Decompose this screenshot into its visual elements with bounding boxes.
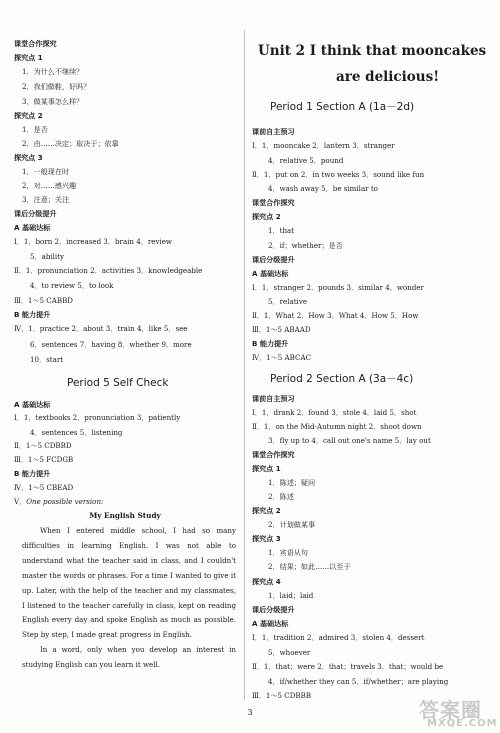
answer-line: 3．fly up to 4．call out one's name 5．lay out	[268, 436, 431, 445]
section-heading: 课前自主预习	[252, 127, 295, 136]
answer-line: 4．relative 5．pound	[268, 156, 344, 165]
answer-line: Ⅲ．1～5 CABBD	[14, 296, 73, 305]
answer-line: Ⅳ．1～5 CBEAD	[14, 483, 74, 492]
period-title: Period 1 Section A (1a－2d)	[270, 101, 415, 113]
answer-line: Ⅲ．1～5 CDBBB	[252, 691, 312, 700]
answer-line: Ⅰ．1．drank 2．found 3．stole 4．laid 5．shot	[252, 408, 417, 417]
level-heading: A 基础达标	[14, 400, 51, 409]
watermark-url: MXQE.COM	[427, 718, 498, 729]
answer-line: 2．我们做鞋，好吗？	[22, 82, 91, 91]
answer-line: 4．to review 5．to look	[30, 281, 114, 290]
section-heading: 课后分级提升	[14, 209, 57, 218]
period-title: Period 5 Self Check	[67, 377, 169, 389]
subsection-heading: 探究点 2	[252, 506, 281, 515]
answer-line: 1．that	[268, 226, 295, 235]
section-heading: 课堂合作探究	[14, 39, 57, 48]
answer-line: 2．if；whether；是否	[268, 241, 343, 250]
answer-line: 2．陈述	[268, 492, 294, 501]
version-note: One possible version:	[26, 497, 104, 506]
subsection-heading: 探究点 2	[14, 111, 43, 120]
answer-line: Ⅱ．1．pronunciation 2．activities 3．knowledgeable	[14, 266, 203, 275]
answer-line: 3．注意；关注	[22, 195, 70, 204]
level-heading: A 基础达标	[252, 269, 289, 278]
section-heading: 课后分级提升	[252, 255, 295, 264]
answer-line: 3．做某事怎么样？	[22, 97, 84, 106]
section-heading: 课后分级提升	[252, 605, 295, 614]
column-divider	[244, 30, 245, 700]
section-heading: 课堂合作探究	[252, 450, 295, 459]
essay-title: My English Study	[89, 511, 161, 520]
answer-line: Ⅰ．1．born 2．increased 3．brain 4．review	[14, 237, 173, 246]
unit-title: Unit 2 I think that mooncakes	[258, 43, 487, 59]
answer-line: Ⅱ．1．on the Mid-Autumn night 2．shoot down	[252, 422, 422, 431]
answer-line: 5．ability	[30, 252, 65, 261]
essay-body	[22, 524, 236, 673]
answer-line: 1．陈述；疑问	[268, 478, 316, 487]
answer-line: Ⅰ．1．stranger 2．pounds 3．similar 4．wonder	[252, 283, 424, 292]
answer-line: Ⅳ．1．practice 2．about 3．train 4．like 5．see	[14, 324, 188, 333]
answer-line: 10．start	[30, 355, 64, 364]
level-heading: B 能力提升	[14, 310, 51, 319]
answer-line: 1．一般现在时	[22, 167, 70, 176]
answer-line: 2．结果；如此……以至于	[268, 562, 351, 571]
answer-line: 2．由……决定；取决于；依靠	[22, 139, 119, 148]
answer-line: 1．laid；laid	[268, 591, 314, 600]
answer-line: 5．whoever	[268, 648, 311, 657]
watermark-text: 答案圈	[419, 698, 482, 722]
answer-line: 1．为什么不继续？	[22, 67, 84, 76]
answer-line: Ⅱ．1．What 2．How 3．What 4．How 5．How	[252, 311, 419, 320]
answer-line: 1．宾语从句	[268, 548, 308, 557]
answer-line: Ⅱ．1～5 CDBBD	[14, 441, 72, 450]
page-number: 3	[247, 708, 253, 717]
subsection-heading: 探究点 4	[252, 577, 281, 586]
section-heading: 课前自主预习	[252, 394, 295, 403]
answer-line: Ⅰ．1．mooncake 2．lantern 3．stranger	[252, 141, 395, 150]
level-heading: A 基础达标	[14, 223, 51, 232]
period-title: Period 2 Section A (3a－4c)	[270, 373, 414, 385]
answer-line: Ⅱ．1．that；were 2．that；travels 3．that；would be	[252, 662, 444, 671]
answer-line: 2．对……感兴趣	[22, 181, 77, 190]
answer-line: 4．wash away 5．be similar to	[268, 184, 378, 193]
answer-line: 2．计划做某事	[268, 520, 316, 529]
answer-line: 4．sentences 5．listening	[30, 428, 123, 437]
watermark-logo	[415, 694, 497, 730]
answer-line: Ⅱ．1．put on 2．in two weeks 3．sound like fun	[252, 170, 425, 179]
essay-paragraph: In a word, only when you develop an interest in studying English can you learn it well.	[22, 645, 236, 670]
answer-line: 4．if/whether they can 5．if/whether；are playing	[268, 677, 449, 686]
answer-line	[14, 497, 103, 507]
section-heading: 课堂合作探究	[252, 198, 295, 207]
subsection-heading: 探究点 2	[252, 212, 281, 221]
subsection-heading: 探究点 3	[252, 534, 281, 543]
unit-title-line2: are delicious!	[336, 69, 440, 85]
essay-paragraph: When I entered middle school, I had so many difficulties in learning English. I was not able to understand what the teacher said in class, and I couldn't master the words or phrases. For a time I wanted to give it up. Later, with the help of the teacher and my classmates, I listened to the teacher carefully in class, kept on reading English every day and spoke English as much as possible. Step by step, I made great progress in English.	[22, 526, 236, 640]
answer-line: Ⅰ．1．tradition 2．admired 3．stolen 4．dessert	[252, 633, 425, 642]
subsection-heading: 探究点 1	[14, 53, 43, 62]
level-heading: B 能力提升	[14, 469, 51, 478]
level-heading: A 基础达标	[252, 619, 289, 628]
level-heading: B 能力提升	[252, 339, 289, 348]
answer-line: Ⅲ．1～5 FCDGB	[14, 455, 74, 464]
answer-line: Ⅳ．1～5 ABCAC	[252, 353, 312, 362]
item-number: Ⅴ．	[14, 497, 27, 506]
answer-line: 6．sentences 7．having 8．whether 9．more	[30, 340, 192, 349]
subsection-heading: 探究点 1	[252, 464, 281, 473]
subsection-heading: 探究点 3	[14, 153, 43, 162]
answer-line: 1．是否	[22, 125, 48, 134]
answer-line: 5．relative	[268, 297, 308, 306]
answer-line: Ⅰ．1．textbooks 2．pronunciation 3．patiently	[14, 413, 181, 422]
answer-line: Ⅲ．1～5 ABAAD	[252, 325, 311, 334]
